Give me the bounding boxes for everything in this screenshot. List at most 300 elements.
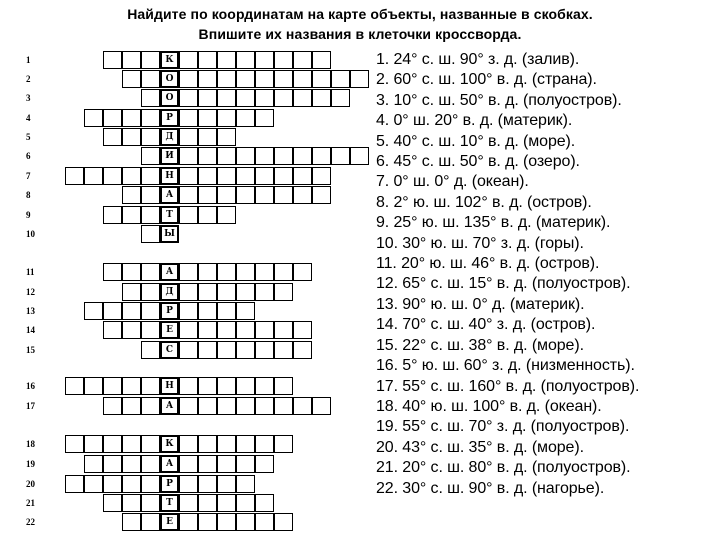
instructions-line-1: Найдите по координатам на карте объекты, названные в скобках. — [127, 6, 593, 22]
crossword-cell[interactable] — [122, 206, 141, 224]
keyword-cell: Т — [160, 206, 179, 224]
crossword-cell[interactable] — [141, 283, 160, 301]
clue-number: 3. — [376, 91, 390, 109]
crossword-cell[interactable] — [217, 494, 236, 512]
row-number: 18 — [26, 439, 35, 449]
crossword-cell[interactable] — [122, 263, 141, 281]
clue-item — [376, 234, 720, 254]
row-number: 22 — [26, 517, 35, 527]
clue-number: 22. — [376, 479, 398, 497]
instructions-line-2: Впишите их названия в клеточки кроссворда. — [198, 26, 522, 42]
crossword-cell[interactable] — [312, 70, 331, 88]
crossword-cell[interactable] — [217, 51, 236, 69]
clue-number: 14. — [376, 316, 398, 334]
keyword-cell: А — [160, 455, 179, 473]
crossword-cell[interactable] — [198, 109, 217, 127]
clue-text: 43° с. ш. 35° в. д. (море). — [397, 438, 584, 456]
crossword-cell[interactable] — [217, 89, 236, 107]
crossword-cell[interactable] — [312, 167, 331, 185]
crossword-cell[interactable] — [84, 377, 103, 395]
crossword-cell[interactable] — [255, 283, 274, 301]
clue-number: 13. — [376, 295, 398, 313]
crossword-cell[interactable] — [293, 51, 312, 69]
crossword-cell[interactable] — [331, 147, 350, 165]
crossword-cell[interactable] — [122, 475, 141, 493]
clue-number: 8. — [376, 193, 390, 211]
keyword-cell: Е — [160, 321, 179, 339]
row-number: 15 — [26, 345, 35, 355]
crossword-cell[interactable] — [274, 51, 293, 69]
crossword-cell[interactable] — [217, 70, 236, 88]
crossword-cell[interactable] — [274, 513, 293, 531]
keyword-cell: Р — [160, 475, 179, 493]
row-number: 6 — [26, 151, 31, 161]
crossword-cell[interactable] — [141, 70, 160, 88]
crossword-cell[interactable] — [198, 167, 217, 185]
clue-number: 17. — [376, 377, 398, 395]
crossword-cell[interactable] — [217, 377, 236, 395]
crossword-cell[interactable] — [141, 51, 160, 69]
crossword-cell[interactable] — [103, 321, 122, 339]
crossword-cell[interactable] — [217, 109, 236, 127]
crossword-cell[interactable] — [198, 377, 217, 395]
crossword-cell[interactable] — [103, 51, 122, 69]
crossword-cell[interactable] — [331, 70, 350, 88]
clue-text: 45° с. ш. 50° в. д. (озеро). — [389, 153, 580, 171]
crossword-cell[interactable] — [141, 475, 160, 493]
crossword-cell[interactable] — [84, 455, 103, 473]
clue-text: 90° ю. ш. 0° д. (материк). — [397, 295, 585, 313]
crossword-cell[interactable] — [217, 167, 236, 185]
clue-text: 25° ю. ш. 135° в. д. (материк). — [389, 214, 611, 232]
crossword-cell[interactable] — [217, 341, 236, 359]
crossword-cell[interactable] — [141, 128, 160, 146]
keyword-cell: Р — [160, 302, 179, 320]
crossword-cell[interactable] — [255, 109, 274, 127]
row-number: 2 — [26, 74, 31, 84]
crossword-cell[interactable] — [236, 455, 255, 473]
crossword-cell[interactable] — [217, 283, 236, 301]
crossword-cell[interactable] — [179, 206, 198, 224]
crossword-cell[interactable] — [65, 167, 84, 185]
clue-number: 15. — [376, 336, 398, 354]
clue-text: 5° ю. ш. 60° з. д. (низменность). — [397, 357, 635, 375]
crossword-cell[interactable] — [141, 186, 160, 204]
keyword-cell: К — [160, 51, 179, 69]
row-number: 3 — [26, 93, 31, 103]
keyword-cell: И — [160, 147, 179, 165]
crossword-cell[interactable] — [141, 321, 160, 339]
crossword-cell[interactable] — [141, 263, 160, 281]
crossword-cell[interactable] — [293, 397, 312, 415]
crossword-cell[interactable] — [122, 186, 141, 204]
crossword-cell[interactable] — [236, 109, 255, 127]
crossword-cell[interactable] — [65, 475, 84, 493]
clue-item — [376, 132, 720, 152]
clue-number: 21. — [376, 459, 398, 477]
crossword-cell[interactable] — [274, 263, 293, 281]
row-number: 16 — [26, 381, 35, 391]
crossword-cell[interactable] — [217, 206, 236, 224]
clue-number: 7. — [376, 173, 390, 191]
crossword-cell[interactable] — [122, 70, 141, 88]
crossword-cell[interactable] — [255, 377, 274, 395]
clue-item — [376, 315, 720, 335]
clue-text: 60° с. ш. 100° в. д. (страна). — [389, 71, 597, 89]
clue-text: 0° ш. 0° д. (океан). — [389, 173, 529, 191]
row-number: 11 — [26, 267, 35, 277]
crossword-cell[interactable] — [255, 494, 274, 512]
crossword-cell[interactable] — [122, 397, 141, 415]
crossword-cell[interactable] — [255, 435, 274, 453]
crossword-cell[interactable] — [179, 70, 198, 88]
clue-item — [376, 111, 720, 131]
crossword-cell[interactable] — [217, 435, 236, 453]
row-number: 21 — [26, 498, 35, 508]
clue-number: 18. — [376, 397, 398, 415]
crossword-cell[interactable] — [236, 513, 255, 531]
crossword-cell[interactable] — [217, 302, 236, 320]
keyword-cell: Д — [160, 283, 179, 301]
crossword-cell[interactable] — [141, 147, 160, 165]
crossword-cell[interactable] — [179, 377, 198, 395]
clue-item — [376, 213, 720, 233]
crossword-cell[interactable] — [236, 283, 255, 301]
crossword-cell[interactable] — [236, 70, 255, 88]
crossword-cell[interactable] — [198, 341, 217, 359]
row-number: 9 — [26, 210, 31, 220]
crossword-cell[interactable] — [217, 147, 236, 165]
crossword-cell[interactable] — [312, 89, 331, 107]
crossword-cell[interactable] — [236, 377, 255, 395]
clue-list — [376, 50, 720, 499]
row-number: 1 — [26, 55, 31, 65]
clue-text: 30° с. ш. 90° в. д. (нагорье). — [397, 479, 605, 497]
crossword-cell[interactable] — [179, 494, 198, 512]
crossword-cell[interactable] — [65, 377, 84, 395]
crossword-cell[interactable] — [217, 186, 236, 204]
crossword-cell[interactable] — [141, 377, 160, 395]
crossword-cell[interactable] — [141, 167, 160, 185]
crossword-cell[interactable] — [84, 167, 103, 185]
keyword-cell: Т — [160, 494, 179, 512]
clue-number: 6. — [376, 153, 390, 171]
crossword-cell[interactable] — [255, 147, 274, 165]
crossword-cell[interactable] — [274, 89, 293, 107]
crossword-cell[interactable] — [179, 513, 198, 531]
crossword-cell[interactable] — [198, 147, 217, 165]
crossword-cell[interactable] — [198, 455, 217, 473]
clue-item — [376, 479, 720, 499]
crossword-cell[interactable] — [141, 494, 160, 512]
crossword-cell[interactable] — [274, 435, 293, 453]
row-number: 13 — [26, 306, 35, 316]
crossword-cell[interactable] — [103, 494, 122, 512]
crossword-cell[interactable] — [198, 206, 217, 224]
crossword-cell[interactable] — [179, 109, 198, 127]
crossword-cell[interactable] — [198, 494, 217, 512]
crossword-cell[interactable] — [179, 397, 198, 415]
crossword-cell[interactable] — [103, 377, 122, 395]
clue-item — [376, 458, 720, 478]
crossword-cell[interactable] — [293, 89, 312, 107]
crossword-cell[interactable] — [217, 321, 236, 339]
crossword-cell[interactable] — [236, 147, 255, 165]
crossword-cell[interactable] — [217, 513, 236, 531]
crossword-cell[interactable] — [255, 455, 274, 473]
keyword-cell: Ы — [160, 225, 179, 243]
clue-number: 1. — [376, 51, 390, 68]
crossword-cell[interactable] — [293, 341, 312, 359]
clue-item — [376, 193, 720, 213]
row-number: 5 — [26, 132, 31, 142]
clue-text: 10° с. ш. 50° в. д. (полуостров). — [389, 91, 622, 109]
crossword-cell[interactable] — [198, 435, 217, 453]
crossword-cell[interactable] — [179, 186, 198, 204]
crossword-cell[interactable] — [122, 435, 141, 453]
crossword-cell[interactable] — [198, 89, 217, 107]
crossword-cell[interactable] — [198, 263, 217, 281]
crossword-cell[interactable] — [236, 302, 255, 320]
crossword-cell[interactable] — [103, 475, 122, 493]
row-number: 10 — [26, 229, 35, 239]
crossword-cell[interactable] — [312, 397, 331, 415]
crossword-cell[interactable] — [198, 475, 217, 493]
crossword-cell[interactable] — [255, 89, 274, 107]
keyword-cell: О — [160, 70, 179, 88]
clue-item — [376, 274, 720, 294]
crossword-cell[interactable] — [198, 321, 217, 339]
crossword-cell[interactable] — [179, 302, 198, 320]
crossword-cell[interactable] — [312, 186, 331, 204]
crossword-cell[interactable] — [179, 167, 198, 185]
crossword-cell[interactable] — [141, 455, 160, 473]
crossword-cell[interactable] — [103, 263, 122, 281]
crossword-cell[interactable] — [179, 283, 198, 301]
crossword-cell[interactable] — [217, 263, 236, 281]
crossword-cell[interactable] — [236, 494, 255, 512]
crossword-cell[interactable] — [122, 128, 141, 146]
clue-item — [376, 254, 720, 274]
crossword-cell[interactable] — [141, 513, 160, 531]
crossword-cell[interactable] — [179, 341, 198, 359]
crossword-cell[interactable] — [122, 109, 141, 127]
crossword-cell[interactable] — [103, 435, 122, 453]
crossword-cell[interactable] — [293, 321, 312, 339]
crossword-cell[interactable] — [236, 475, 255, 493]
crossword-cell[interactable] — [217, 397, 236, 415]
clue-number: 5. — [376, 132, 390, 150]
crossword-cell[interactable] — [179, 435, 198, 453]
clue-text: 65° с. ш. 15° в. д. (полуостров). — [397, 275, 631, 293]
crossword-cell[interactable] — [236, 186, 255, 204]
crossword-cell[interactable] — [236, 435, 255, 453]
crossword-cell[interactable] — [179, 89, 198, 107]
crossword-cell[interactable] — [179, 128, 198, 146]
crossword-cell[interactable] — [255, 263, 274, 281]
crossword-cell[interactable] — [236, 341, 255, 359]
crossword-cell[interactable] — [293, 167, 312, 185]
crossword-cell[interactable] — [103, 455, 122, 473]
crossword-cell[interactable] — [274, 283, 293, 301]
clue-text: 40° с. ш. 10° в. д. (море). — [389, 132, 576, 150]
crossword-cell[interactable] — [293, 263, 312, 281]
crossword-cell[interactable] — [198, 283, 217, 301]
crossword-cell[interactable] — [179, 51, 198, 69]
keyword-cell: Е — [160, 513, 179, 531]
clue-text: 30° ю. ш. 70° з. д. (горы). — [397, 234, 584, 252]
row-number: 14 — [26, 325, 35, 335]
crossword-cell[interactable] — [236, 89, 255, 107]
clue-number: 10. — [376, 234, 398, 252]
keyword-cell: С — [160, 341, 179, 359]
row-number: 4 — [26, 113, 31, 123]
crossword-cell[interactable] — [141, 206, 160, 224]
crossword-cell[interactable] — [350, 147, 369, 165]
crossword-cell[interactable] — [122, 513, 141, 531]
crossword-cell[interactable] — [255, 167, 274, 185]
crossword-cell[interactable] — [122, 283, 141, 301]
keyword-cell: Д — [160, 128, 179, 146]
crossword-cell[interactable] — [274, 167, 293, 185]
crossword-cell[interactable] — [84, 475, 103, 493]
crossword-cell[interactable] — [179, 321, 198, 339]
crossword-cell[interactable] — [312, 147, 331, 165]
keyword-cell: К — [160, 435, 179, 453]
crossword-cell[interactable] — [141, 89, 160, 107]
row-number: 17 — [26, 401, 35, 411]
clue-item — [376, 417, 720, 437]
crossword-cell[interactable] — [84, 109, 103, 127]
crossword-cell[interactable] — [236, 397, 255, 415]
clue-text: 2° ю. ш. 102° в. д. (остров). — [389, 193, 592, 211]
crossword-cell[interactable] — [179, 475, 198, 493]
crossword-cell[interactable] — [293, 70, 312, 88]
crossword-cell[interactable] — [198, 128, 217, 146]
crossword-cell[interactable] — [141, 435, 160, 453]
crossword-cell[interactable] — [103, 167, 122, 185]
crossword-cell[interactable] — [217, 475, 236, 493]
crossword-cell[interactable] — [236, 167, 255, 185]
crossword-cell[interactable] — [122, 494, 141, 512]
clue-text: 55° с. ш. 70° з. д. (полуостров). — [397, 418, 630, 436]
crossword-cell[interactable] — [255, 341, 274, 359]
crossword-cell[interactable] — [274, 321, 293, 339]
crossword-cell[interactable] — [255, 397, 274, 415]
crossword-cell[interactable] — [198, 513, 217, 531]
clue-item — [376, 70, 720, 90]
crossword-cell[interactable] — [103, 302, 122, 320]
keyword-cell: О — [160, 89, 179, 107]
keyword-cell: А — [160, 397, 179, 415]
crossword-cell[interactable] — [274, 377, 293, 395]
clue-text: 22° с. ш. 38° в. д. (море). — [397, 336, 584, 354]
crossword-cell[interactable] — [103, 397, 122, 415]
crossword-cell[interactable] — [65, 435, 84, 453]
crossword-cell[interactable] — [122, 302, 141, 320]
crossword-cell[interactable] — [122, 167, 141, 185]
crossword-cell[interactable] — [103, 109, 122, 127]
crossword-cell[interactable] — [179, 263, 198, 281]
crossword-cell[interactable] — [141, 225, 160, 243]
clue-item — [376, 91, 720, 111]
crossword-cell[interactable] — [236, 263, 255, 281]
row-number: 20 — [26, 479, 35, 489]
crossword-cell[interactable] — [122, 455, 141, 473]
crossword-cell[interactable] — [198, 51, 217, 69]
crossword-cell[interactable] — [255, 513, 274, 531]
crossword-cell[interactable] — [217, 455, 236, 473]
crossword-cell[interactable] — [141, 302, 160, 320]
crossword-cell[interactable] — [255, 321, 274, 339]
crossword-cell[interactable] — [198, 186, 217, 204]
crossword-cell[interactable] — [179, 147, 198, 165]
crossword-cell[interactable] — [274, 186, 293, 204]
row-number: 12 — [26, 287, 35, 297]
crossword-cell[interactable] — [198, 397, 217, 415]
clue-number: 12. — [376, 275, 398, 293]
crossword-cell[interactable] — [141, 341, 160, 359]
crossword-cell[interactable] — [274, 147, 293, 165]
crossword-cell[interactable] — [312, 51, 331, 69]
clue-number: 4. — [376, 112, 390, 130]
crossword-cell[interactable] — [293, 186, 312, 204]
clue-number: 2. — [376, 71, 390, 89]
crossword-cell[interactable] — [274, 397, 293, 415]
crossword-cell[interactable] — [141, 109, 160, 127]
clue-item — [376, 356, 720, 376]
row-number: 7 — [26, 171, 31, 181]
crossword-cell[interactable] — [236, 51, 255, 69]
crossword-cell[interactable] — [179, 455, 198, 473]
crossword-cell[interactable] — [217, 128, 236, 146]
keyword-cell: Н — [160, 167, 179, 185]
crossword-cell[interactable] — [255, 70, 274, 88]
crossword-cell[interactable] — [103, 206, 122, 224]
crossword-cell[interactable] — [274, 70, 293, 88]
crossword-cell[interactable] — [122, 377, 141, 395]
crossword-cell[interactable] — [255, 51, 274, 69]
crossword-cell[interactable] — [274, 341, 293, 359]
clue-number: 9. — [376, 214, 390, 232]
crossword-cell[interactable] — [122, 321, 141, 339]
crossword-cell[interactable] — [84, 435, 103, 453]
crossword-cell[interactable] — [198, 302, 217, 320]
crossword-cell[interactable] — [103, 128, 122, 146]
crossword-cell[interactable] — [331, 89, 350, 107]
clue-item — [376, 438, 720, 458]
crossword-cell[interactable] — [84, 302, 103, 320]
crossword-cell[interactable] — [350, 70, 369, 88]
row-number: 8 — [26, 190, 31, 200]
clue-text: 0° ш. 20° в. д. (материк). — [389, 112, 573, 130]
clue-item — [376, 377, 720, 397]
crossword-cell[interactable] — [236, 321, 255, 339]
clue-text: 20° ю. ш. 46° в. д. (остров). — [396, 255, 600, 273]
crossword-cell[interactable] — [293, 147, 312, 165]
crossword-cell[interactable] — [255, 186, 274, 204]
crossword-cell[interactable] — [122, 51, 141, 69]
crossword-cell[interactable] — [198, 70, 217, 88]
clue-number: 20. — [376, 438, 398, 456]
clue-text: 20° с. ш. 80° в. д. (полуостров). — [397, 459, 631, 477]
clue-item — [376, 50, 720, 70]
clue-text: 70° с. ш. 40° з. д. (остров). — [397, 316, 596, 334]
clue-item — [376, 397, 720, 417]
clue-item — [376, 172, 720, 192]
clue-item — [376, 336, 720, 356]
crossword-cell[interactable] — [141, 397, 160, 415]
